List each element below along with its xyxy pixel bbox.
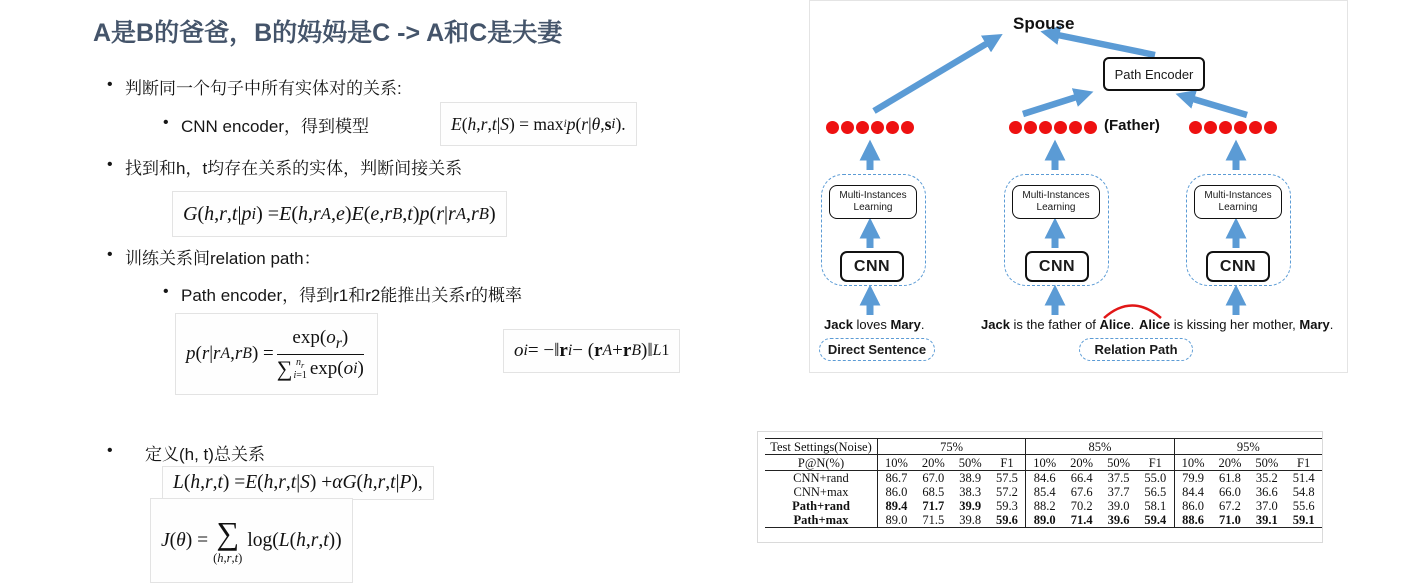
cell: F1 — [989, 455, 1026, 471]
formula-J: J ( θ ) = ∑ (h,r,t) log( L ( h , r , t )) — [150, 498, 353, 583]
multi-instances-box-3 — [1194, 185, 1282, 219]
cell: 38.3 — [959, 485, 982, 499]
embedding-dots-2 — [1009, 121, 1097, 134]
spouse-label: Spouse — [1013, 14, 1075, 33]
cell: CNN+max — [765, 485, 877, 499]
red-dot — [1249, 121, 1262, 134]
mil-line1: Multi-Instances — [1204, 190, 1272, 201]
cell: 71.4 — [1070, 513, 1093, 527]
sentence-path-2: Alice is kissing her mother, Mary. — [1139, 317, 1334, 332]
page-title: A是B的爸爸，B的妈妈是C -> A和C是夫妻 — [93, 19, 563, 47]
mil-line2: Learning — [1036, 202, 1076, 213]
cell: 79.9 — [1182, 471, 1204, 485]
cell: 20% — [1212, 455, 1249, 471]
cell: 89.0 — [885, 513, 908, 527]
bullet-text: 训练关系间relation path： — [125, 249, 321, 268]
relation-path-badge — [1079, 338, 1193, 361]
cnn-label: CNN — [1219, 257, 1257, 275]
cell: 66.4 — [1070, 471, 1093, 485]
red-dot — [1264, 121, 1277, 134]
red-dot — [856, 121, 869, 134]
path-encoder-label: Path Encoder — [1114, 66, 1194, 82]
cell: 85.4 — [1033, 485, 1056, 499]
cell: 70.2 — [1070, 499, 1093, 513]
bullet-judge-relations — [107, 74, 402, 99]
subbullet-text: CNN encoder，得到模型 — [181, 117, 369, 136]
cnn-box-1 — [840, 251, 904, 282]
mil-line2: Learning — [1218, 202, 1258, 213]
red-dot — [901, 121, 914, 134]
subbullet-cnn-encoder — [163, 112, 369, 137]
cell: Test Settings(Noise) — [765, 439, 877, 455]
cell: 38.9 — [959, 471, 982, 485]
cell: 71.0 — [1219, 513, 1241, 527]
bullet-text: 判断同一个句子中所有实体对的关系: — [125, 79, 402, 98]
cell: 59.1 — [1292, 513, 1315, 527]
arrow-pathencoder-to-spouse — [1048, 33, 1155, 55]
formula-L: L ( h , r , t ) = E ( h , r , t | S ) + αG ( h , r , t | P ), — [162, 466, 434, 500]
cell: 37.0 — [1255, 499, 1278, 513]
cell: 39.1 — [1255, 513, 1278, 527]
cnn-box-2 — [1025, 251, 1089, 282]
cell: 55.6 — [1292, 499, 1315, 513]
model-architecture-figure — [809, 0, 1348, 373]
mil-line2: Learning — [853, 202, 893, 213]
red-dot — [1084, 121, 1097, 134]
cell: 89.0 — [1033, 513, 1056, 527]
table-row — [765, 499, 1322, 513]
results-table — [765, 438, 1322, 528]
cell: 37.5 — [1107, 471, 1130, 485]
results-table-figure — [757, 431, 1323, 543]
cnn-label: CNN — [853, 257, 891, 275]
cell: 36.6 — [1255, 485, 1278, 499]
red-dot — [871, 121, 884, 134]
sentence-path-1: Jack is the father of Alice. — [981, 317, 1135, 332]
cell: 50% — [1248, 455, 1285, 471]
red-dot — [1204, 121, 1217, 134]
formula-p: p ( r | r A , r B ) = $\exp(o_r)$ ∑ $n_r$ i=1 exp( o i ) — [175, 313, 378, 395]
cell: 37.7 — [1107, 485, 1130, 499]
bullet-dot: • — [107, 246, 113, 263]
cell: 35.2 — [1255, 471, 1278, 485]
cell: 56.5 — [1137, 485, 1174, 499]
cnn-label: CNN — [1038, 257, 1076, 275]
table-row — [765, 471, 1322, 486]
cell: 20% — [1063, 455, 1100, 471]
direct-sentence-label: Direct Sentence — [827, 342, 927, 357]
mil-line1: Multi-Instances — [839, 190, 907, 201]
bullet-dot: • — [163, 114, 169, 131]
cell: 95% — [1174, 439, 1322, 455]
red-dot — [1189, 121, 1202, 134]
path-encoder-box — [1103, 57, 1205, 91]
red-dot — [841, 121, 854, 134]
formula-G: G ( h , r , t | p i ) = E ( h , r A , e ) E ( e , r B , t ) p ( r | r A , r B ) — [172, 191, 507, 237]
cell: 61.8 — [1219, 471, 1241, 485]
cell: 71.5 — [922, 513, 945, 527]
cell: 10% — [1026, 455, 1063, 471]
cell: 67.6 — [1070, 485, 1093, 499]
cell: 66.0 — [1219, 485, 1241, 499]
cell: 10% — [1174, 455, 1211, 471]
formula-E: E ( h , r , t | S ) = max i p ( r | θ , s i ). — [440, 102, 637, 146]
red-dot — [1069, 121, 1082, 134]
bullet-dot: • — [163, 283, 169, 300]
cell: 86.7 — [885, 471, 908, 485]
cell: Path+max — [765, 513, 877, 528]
cell: 67.2 — [1219, 499, 1241, 513]
cell: 20% — [915, 455, 952, 471]
red-dot — [1039, 121, 1052, 134]
subbullet-text: Path encoder，得到r1和r2能推出关系r的概率 — [181, 286, 523, 305]
cell: 50% — [1100, 455, 1137, 471]
cell: 59.6 — [989, 513, 1026, 528]
cell: 39.9 — [959, 499, 982, 513]
bullet-dot: • — [107, 156, 113, 173]
arrow-dots1-to-spouse — [874, 38, 996, 111]
red-dot — [1009, 121, 1022, 134]
table-row — [765, 513, 1322, 528]
embedding-dots-1 — [826, 121, 914, 134]
arrow-dots3-to-pathencoder — [1183, 96, 1247, 115]
cell: 89.4 — [885, 499, 908, 513]
table-header-row-subcols — [765, 455, 1322, 471]
sentence-direct: Jack loves Mary. — [824, 317, 925, 332]
multi-instances-box-1 — [829, 185, 917, 219]
cell: 68.5 — [922, 485, 945, 499]
red-dot — [886, 121, 899, 134]
cell: CNN+rand — [765, 471, 877, 486]
direct-sentence-badge — [819, 338, 935, 361]
cell: 84.4 — [1182, 485, 1204, 499]
mil-line1: Multi-Instances — [1022, 190, 1090, 201]
cell: 51.4 — [1292, 471, 1315, 485]
cell: 67.0 — [922, 471, 945, 485]
cell: F1 — [1137, 455, 1174, 471]
father-label: (Father) — [1104, 117, 1160, 134]
bullet-text: 定义(h, t)总关系 — [145, 445, 265, 464]
embedding-dots-3 — [1189, 121, 1277, 134]
bullet-relation-path — [107, 244, 321, 269]
red-dot — [1219, 121, 1232, 134]
cell: 57.2 — [989, 485, 1026, 499]
cell: 86.0 — [1182, 499, 1204, 513]
cell: 39.0 — [1107, 499, 1130, 513]
relation-path-label: Relation Path — [1094, 342, 1178, 357]
cell: 50% — [952, 455, 989, 471]
cell: 54.8 — [1292, 485, 1315, 499]
cell: 86.0 — [885, 485, 908, 499]
bullet-find-entities — [107, 154, 462, 179]
cell: 39.8 — [959, 513, 982, 527]
cnn-box-3 — [1206, 251, 1270, 282]
table-row — [765, 485, 1322, 499]
cell: F1 — [1285, 455, 1322, 471]
cell: 39.6 — [1107, 513, 1130, 527]
cell: 88.2 — [1033, 499, 1056, 513]
cell: 59.4 — [1137, 513, 1174, 528]
arrow-dots2-to-pathencoder — [1023, 94, 1086, 114]
subbullet-path-encoder — [163, 281, 522, 306]
red-dot — [1024, 121, 1037, 134]
cell: 88.6 — [1182, 513, 1204, 527]
cell: 59.3 — [989, 499, 1026, 513]
cell: 58.1 — [1137, 499, 1174, 513]
cell: Path+rand — [765, 499, 877, 513]
cell: 57.5 — [989, 471, 1026, 486]
cell: 84.6 — [1033, 471, 1056, 485]
bullet-text: 找到和h，t均存在关系的实体，判断间接关系 — [125, 159, 463, 178]
bullet-dot: • — [107, 442, 113, 459]
cell: 10% — [877, 455, 914, 471]
table-header-row-groups — [765, 439, 1322, 455]
cell: 75% — [877, 439, 1025, 455]
red-dot — [826, 121, 839, 134]
bullet-dot: • — [107, 76, 113, 93]
bullet-define-relation — [107, 440, 265, 465]
cell: 71.7 — [922, 499, 945, 513]
multi-instances-box-2 — [1012, 185, 1100, 219]
cell: 85% — [1026, 439, 1174, 455]
red-dot — [1234, 121, 1247, 134]
cell: 55.0 — [1137, 471, 1174, 486]
formula-o: o i = −‖ r i − ( r A + r B )‖ L1 — [503, 329, 680, 373]
red-dot — [1054, 121, 1067, 134]
cell: P@N(%) — [765, 455, 877, 471]
